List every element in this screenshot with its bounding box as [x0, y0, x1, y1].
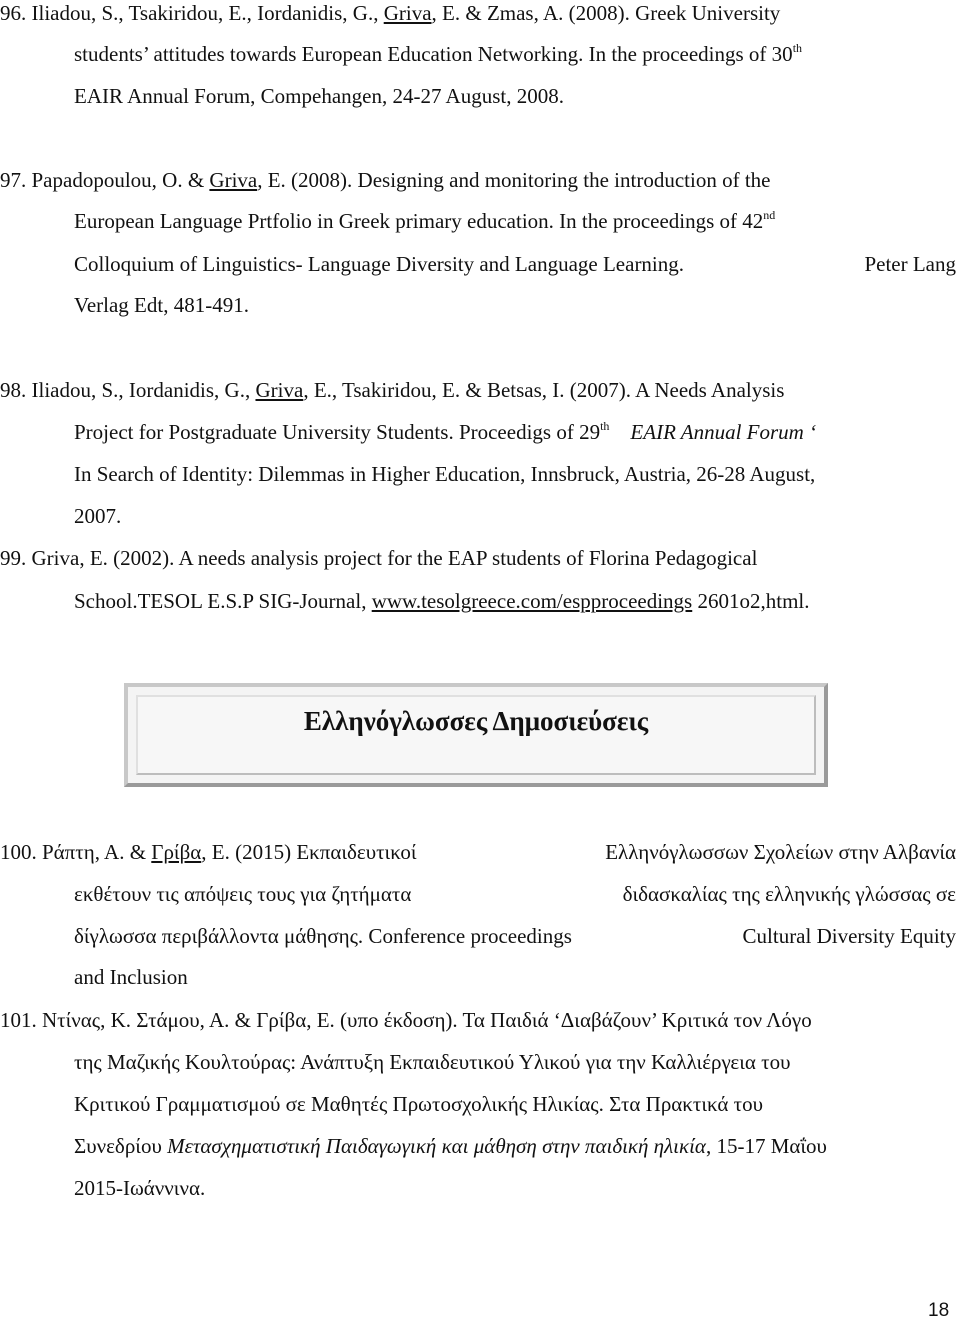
ref-97-line-1: 97. Papadopoulou, O. & Griva, E. (2008). Designing and monitoring the introduction of the: [0, 168, 771, 192]
ref-101-line-1: 101. Ντίνας, Κ. Στάμου, Α. & Γρίβα, Ε. (υπο έκδοση). Τα Παιδιά ‘Διαβάζουν’ Κριτικά τον Λόγο: [0, 1008, 812, 1032]
ref-98-line-3: In Search of Identity: Dilemmas in Higher Education, Innsbruck, Austria, 26-28 August,: [74, 462, 816, 486]
ref-98-line-2: Project for Postgraduate University Students. Proceedigs of 29th EAIR Annual Forum ‘: [74, 419, 817, 444]
ref-96-line-1: [0, 0, 956, 26]
ref-96-authors: 96. Iliadou, S., Tsakiridou, E., Iordanidis, G.,: [0, 1, 379, 25]
author-griva-link[interactable]: Γρίβα: [151, 840, 202, 864]
ref-101-line-2: της Μαζικής Κουλτούρας: Ανάπτυξη Εκπαιδευτικού Υλικού για την Καλλιέργεια του: [74, 1050, 791, 1074]
section-heading-box: [124, 683, 828, 787]
ref-96-title-start: , E. & Zmas, A. (2008). Greek University: [431, 1, 781, 25]
author-griva-link[interactable]: Griva: [209, 168, 258, 192]
ref-100-line-4: and Inclusion: [74, 965, 188, 989]
proceedings-link[interactable]: www.tesolgreece.com/espproceedings: [371, 589, 693, 613]
ref-96-line-2: students’ attitudes towards European Education Networking. In the proceedings of 30th: [74, 41, 803, 66]
ref-100-line-3: δίγλωσσα περιβάλλοντα μάθησης. Conference proceedings Cultural Diversity Equity: [74, 924, 956, 948]
ref-96-line-3: EAIR Annual Forum, Compehangen, 24-27 August, 2008.: [74, 84, 564, 108]
ref-97-line-2: European Language Prtfolio in Greek primary education. In the proceedings of 42nd: [74, 208, 776, 233]
ref-101-line-4: Συνεδρίου Μετασχηματιστική Παιδαγωγική και μάθηση στην παιδική ηλικία, 15-17 Μαΐου: [74, 1134, 827, 1158]
ref-100-line-1: 100. Ράπτη, Α. & Γρίβα, Ε. (2015) Εκπαιδευτικοί Ελληνόγλωσσων Σχολείων στην Αλβανία: [0, 840, 956, 864]
author-griva-link[interactable]: Griva: [255, 378, 304, 402]
author-griva-link[interactable]: Griva: [383, 1, 432, 25]
ref-99-line-1: 99. Griva, E. (2002). A needs analysis project for the EAP students of Florina Pedagogical: [0, 546, 758, 570]
ref-97-line-3: Colloquium of Linguistics- Language Diversity and Language Learning. Peter Lang: [74, 252, 956, 276]
ref-98-line-4: 2007.: [74, 504, 122, 528]
ref-97-line-4: Verlag Edt, 481-491.: [74, 293, 249, 317]
ref-101-line-3: Κριτικού Γραμματισμού σε Μαθητές Πρωτοσχολικής Ηλικίας. Στα Πρακτικά του: [74, 1092, 763, 1116]
ref-100-line-2: εκθέτουν τις απόψεις τους για ζητήματα διδασκαλίας της ελληνικής γλώσσας σε: [74, 882, 956, 906]
ref-99-line-2: School.TESOL E.S.P SIG-Journal, www.tesolgreece.com/espproceedings 2601o2,html.: [74, 589, 810, 613]
page-number: 18: [928, 1300, 950, 1321]
ref-98-line-1: 98. Iliadou, S., Iordanidis, G., Griva, E., Tsakiridou, E. & Betsas, I. (2007). A Needs Analysis: [0, 378, 785, 402]
section-heading: Ελληνόγλωσσες Δημοσιεύσεις: [303, 706, 649, 736]
ref-101-line-5: 2015-Ιωάννινα.: [74, 1176, 206, 1200]
